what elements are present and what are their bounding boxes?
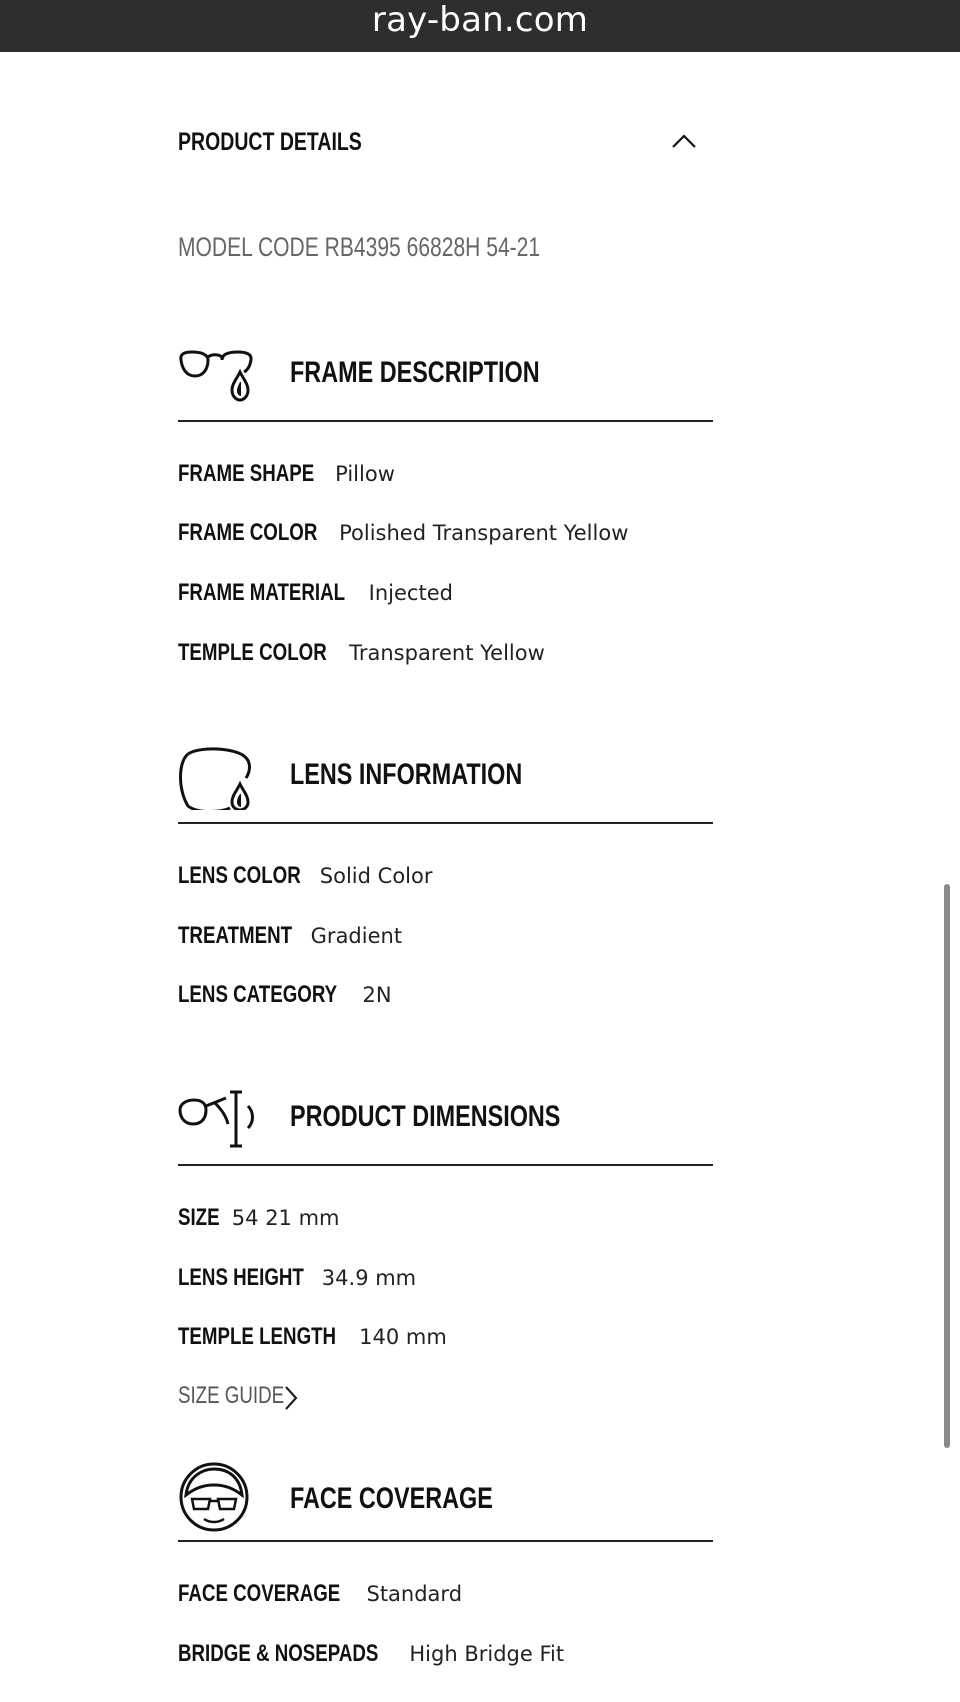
address-url[interactable]: ray-ban.com — [371, 0, 589, 40]
browser-address-bar[interactable] — [0, 0, 960, 52]
product-dimensions-header — [178, 1084, 713, 1166]
spec-label: FACE COVERAGE — [178, 1580, 341, 1607]
spec-label: FRAME SHAPE — [178, 460, 315, 487]
frame-description-header — [178, 340, 713, 422]
glasses-drop-icon — [178, 344, 256, 408]
spec-value: Gradient — [310, 924, 403, 948]
spec-row-frame-color — [178, 519, 628, 549]
vertical-scrollbar[interactable] — [944, 884, 950, 1448]
spec-row-face-coverage — [178, 1580, 462, 1610]
face-coverage-header — [178, 1460, 713, 1542]
spec-value: 140 mm — [359, 1325, 447, 1349]
glasses-measure-icon — [178, 1088, 256, 1152]
spec-value: Pillow — [335, 462, 395, 486]
spec-row-temple-color — [178, 639, 545, 669]
spec-value: 34.9 mm — [321, 1266, 417, 1290]
model-code: MODEL CODE RB4395 66828H 54-21 — [178, 232, 541, 262]
face-coverage-title: FACE COVERAGE — [290, 1482, 493, 1515]
size-guide-label[interactable]: SIZE GUIDE — [178, 1382, 285, 1409]
size-guide-link[interactable] — [178, 1382, 314, 1412]
spec-row-lens-category — [178, 981, 392, 1011]
spec-row-size — [178, 1204, 340, 1234]
spec-row-frame-shape — [178, 460, 395, 490]
face-glasses-icon — [178, 1460, 256, 1532]
spec-label: LENS HEIGHT — [178, 1264, 304, 1291]
spec-label: BRIDGE & NOSEPADS — [178, 1640, 379, 1667]
spec-value: Transparent Yellow — [349, 641, 545, 665]
chevron-right-icon[interactable] — [282, 1384, 300, 1412]
product-details-header[interactable] — [178, 122, 698, 162]
lens-information-title: LENS INFORMATION — [290, 758, 523, 791]
spec-row-lens-height — [178, 1264, 416, 1294]
spec-row-frame-material — [178, 579, 453, 609]
spec-value: Standard — [366, 1582, 463, 1606]
spec-value: Solid Color — [319, 864, 433, 888]
spec-label: FRAME COLOR — [178, 519, 318, 546]
spec-label: LENS COLOR — [178, 862, 301, 889]
spec-value: Polished Transparent Yellow — [339, 521, 629, 545]
spec-row-temple-length — [178, 1323, 447, 1353]
frame-description-title: FRAME DESCRIPTION — [290, 356, 540, 389]
spec-label: TREATMENT — [178, 922, 293, 949]
spec-label: TEMPLE COLOR — [178, 639, 327, 666]
spec-row-lens-color — [178, 862, 432, 892]
product-dimensions-title: PRODUCT DIMENSIONS — [290, 1100, 561, 1133]
spec-value: Injected — [368, 581, 453, 605]
spec-label: SIZE — [178, 1204, 220, 1231]
chevron-up-icon[interactable] — [670, 130, 698, 152]
product-details-title: PRODUCT DETAILS — [178, 128, 362, 156]
spec-value: 54 21 mm — [231, 1206, 340, 1230]
spec-label: FRAME MATERIAL — [178, 579, 346, 606]
lens-information-header — [178, 742, 713, 824]
spec-row-treatment — [178, 922, 402, 952]
spec-value: High Bridge Fit — [409, 1642, 565, 1666]
lens-drop-icon — [178, 746, 256, 810]
spec-value: 2N — [362, 983, 392, 1007]
spec-label: TEMPLE LENGTH — [178, 1323, 337, 1350]
spec-row-bridge-nosepads — [178, 1640, 564, 1670]
spec-label: LENS CATEGORY — [178, 981, 338, 1008]
